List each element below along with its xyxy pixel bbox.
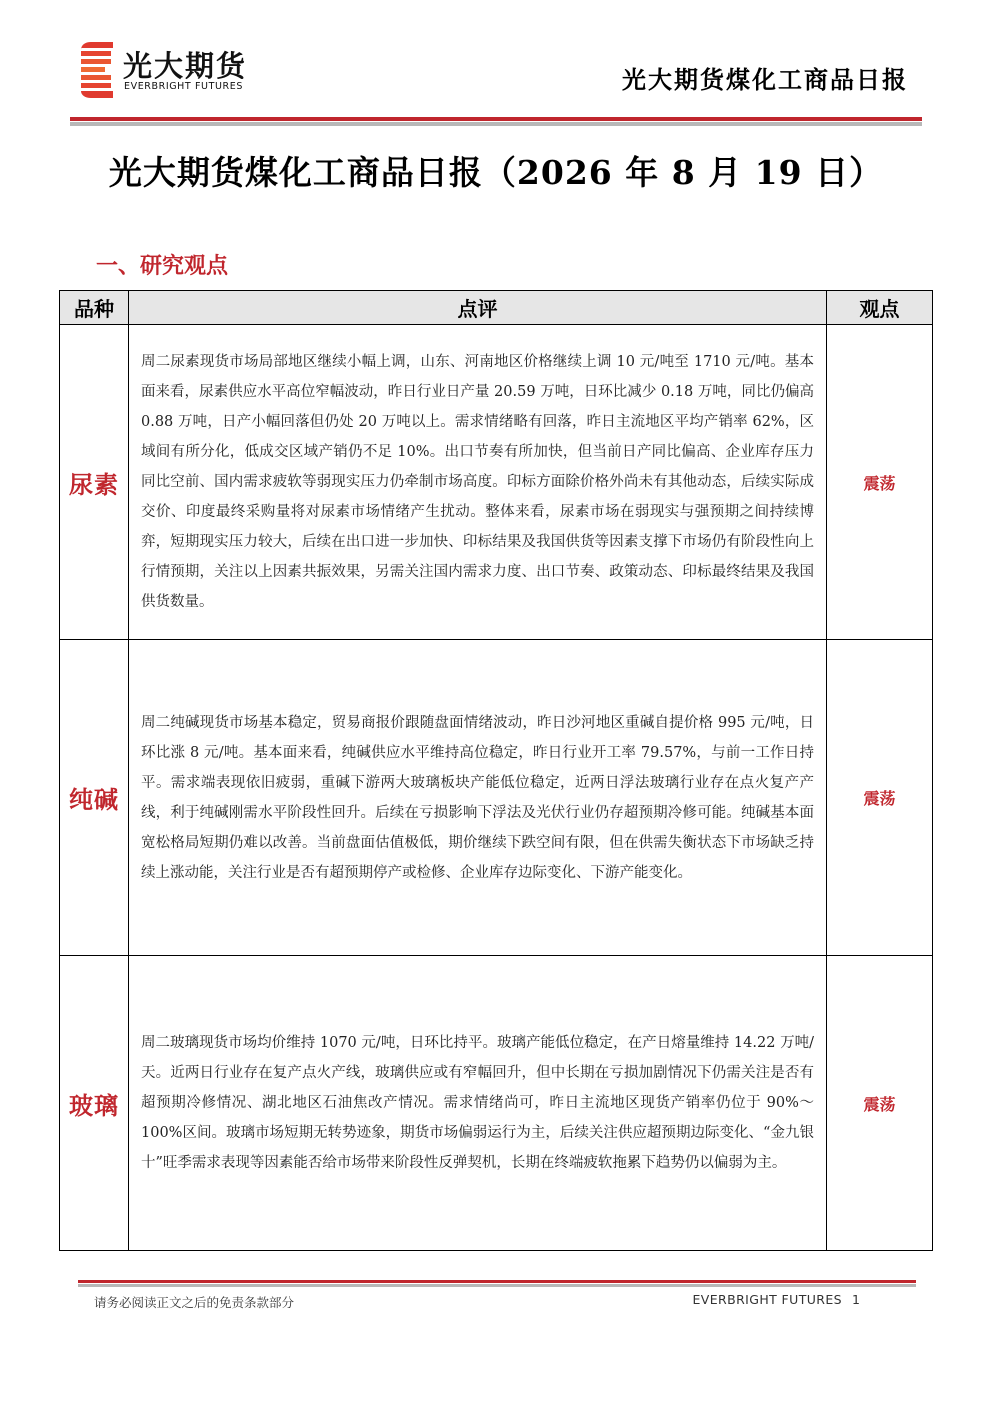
footer-brand: [692, 1292, 842, 1307]
view-cell: 震荡: [827, 640, 933, 956]
footer-disclaimer: 请务必阅读正文之后的免责条款部分: [94, 1295, 295, 1310]
view-cell: 震荡: [827, 325, 933, 640]
footer-divider-gray: [78, 1284, 916, 1287]
table-row: [60, 640, 933, 956]
view-cell: 震荡: [827, 956, 933, 1251]
footer-brand-text: EVERBRIGHT FUTURES: [692, 1292, 842, 1307]
comment-cell: 周二纯碱现货市场基本稳定，贸易商报价跟随盘面情绪波动，昨日沙河地区重碱自提价格 995 元/吨，日环比涨 8 元/吨。基本面来看，纯碱供应水平维持高位稳定，昨日行业开工率 79.57%，与前一工作日持平。需求端表现依旧疲弱，重碱下游两大玻璃板块产能低位稳定，近两日浮法玻璃行业存在点火复产产线，利于纯碱刚需水平阶段性回升。后续在亏损影响下浮法及光伏行业仍存超预期冷修可能。纯碱基本面宽松格局短期仍难以改善。当前盘面估值极低，期价继续下跌空间有限，但在供需失衡状态下市场缺乏持续上涨动能，关注行业是否有超预期停产或检修、企业库存边际变化、下游产能变化。: [129, 640, 827, 956]
everbright-logo-icon: [75, 42, 115, 98]
section-heading: 一、研究观点: [96, 253, 229, 279]
footer-divider-red: [78, 1280, 916, 1283]
variety-cell: 玻璃: [60, 956, 129, 1251]
comment-cell: 周二玻璃现货市场均价维持 1070 元/吨，日环比持平。玻璃产能低位稳定，在产日熔量维持 14.22 万吨/天。近两日行业存在复产点火产线，玻璃供应或有窄幅回升，但中长期在亏损加剧情况下仍需关注是否有超预期冷修情况、湖北地区石油焦改产情况。需求情绪尚可，昨日主流地区现货产销率仍位于 90%～100%区间。玻璃市场短期无转势迹象，期货市场偏弱运行为主，后续关注供应超预期边际变化、“金九银十”旺季需求表现等因素能否给市场带来阶段性反弹契机，长期在终端疲软拖累下趋势仍以偏弱为主。: [129, 956, 827, 1251]
header-divider-red: [70, 117, 922, 121]
table-header-row: [60, 291, 933, 325]
logo-text-en: EVERBRIGHT FUTURES: [124, 81, 243, 92]
header-comment: 点评: [129, 291, 827, 325]
header-variety: 品种: [60, 291, 129, 325]
table-row: [60, 325, 933, 640]
variety-cell: 尿素: [60, 325, 129, 640]
table-row: [60, 956, 933, 1251]
document-title: 光大期货煤化工商品日报（2026 年 8 月 19 日）: [108, 153, 884, 192]
page-number: 1: [852, 1292, 860, 1307]
company-logo: [75, 40, 285, 100]
variety-cell: 纯碱: [60, 640, 129, 956]
comment-cell: 周二尿素现货市场局部地区继续小幅上调，山东、河南地区价格继续上调 10 元/吨至 1710 元/吨。基本面来看，尿素供应水平高位窄幅波动，昨日行业日产量 20.59 万吨，日环比减少 0.18 万吨，同比仍偏高 0.88 万吨，日产小幅回落但仍处 20 万吨以上。需求情绪略有回落，昨日主流地区平均产销率 62%，区域间有所分化，低成交区域产销仍不足 10%。出口节奏有所加快，但当前日产同比偏高、企业库存压力同比空前、国内需求疲软等弱现实压力仍牵制市场高度。印标方面除价格外尚未有其他动态，后续实际成交价、印度最终采购量将对尿素市场情绪产生扰动。整体来看，尿素市场在弱现实与强预期之间持续博弈，短期现实压力较大，后续在出口进一步加快、印标结果及我国供货等因素支撑下市场仍有阶段性向上行情预期，关注以上因素共振效果，另需关注国内需求力度、出口节奏、政策动态、印标最终结果及我国供货数量。: [129, 325, 827, 640]
header-view: 观点: [827, 291, 933, 325]
header-report-name: 光大期货煤化工商品日报: [622, 65, 908, 94]
logo-text-cn: 光大期货: [123, 49, 248, 83]
header-divider-gray: [70, 122, 922, 126]
research-views-table: [59, 290, 933, 1251]
